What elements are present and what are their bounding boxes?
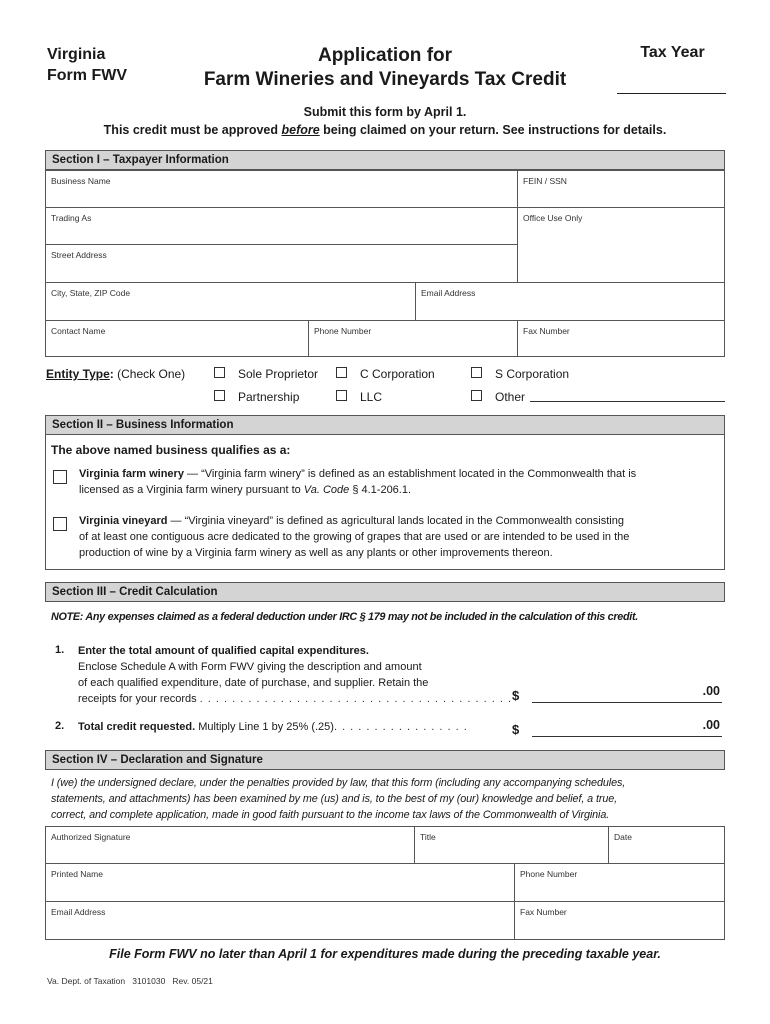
c-corporation-checkbox[interactable] [336, 367, 347, 378]
farm-winery-checkbox[interactable] [53, 470, 67, 484]
submission-instructions [0, 103, 770, 139]
line2-description [78, 719, 468, 735]
vineyard-line1 [79, 513, 719, 529]
declaration-line1: I (we) the undersigned declare, under the penalties provided by law, that this form (including any accompanying schedules, [51, 777, 626, 789]
line1-amount-input[interactable] [532, 684, 722, 703]
signer-fax-field[interactable] [514, 901, 725, 940]
signature-date-label: Date [614, 832, 632, 842]
form-title-line1: Application for [317, 45, 453, 66]
entity-type-colon: : [109, 367, 114, 381]
street-address-label: Street Address [51, 250, 107, 260]
vineyard-term: Virginia vineyard [79, 515, 168, 527]
farm-winery-text3: § 4.1-206.1. [349, 484, 412, 496]
line2-cents: .00 [702, 718, 720, 732]
business-name-label: Business Name [51, 176, 111, 186]
approval-note [0, 121, 770, 139]
form-title [170, 44, 600, 92]
email-address-field[interactable] [415, 282, 725, 321]
city-state-zip-label: City, State, ZIP Code [51, 288, 131, 298]
entity-type-label [46, 367, 185, 381]
declaration-line3: correct, and complete application, made in good faith pursuant to the income tax laws of the Commonwealth of Virginia. [51, 809, 610, 821]
partnership-checkbox[interactable] [214, 390, 225, 401]
email-address-label: Email Address [421, 288, 476, 298]
s-corporation-label: S Corporation [495, 367, 570, 381]
farm-winery-text1: — “Virginia farm winery” is defined as an establishment located in the Commonwealth that is [183, 468, 637, 480]
va-code-ref: Va. Code [303, 484, 350, 496]
c-corporation-label: C Corporation [360, 367, 435, 381]
signer-phone-field[interactable] [514, 863, 725, 902]
form-title-line2: Farm Wineries and Vineyards Tax Credit [203, 69, 567, 90]
revision-date: Rev. 05/21 [172, 976, 213, 986]
line2-number: 2. [55, 720, 65, 732]
farm-winery-term: Virginia farm winery [79, 468, 184, 480]
printed-name-label: Printed Name [51, 869, 103, 879]
city-state-zip-field[interactable] [45, 282, 416, 321]
line2-title: Total credit requested. [78, 721, 196, 733]
street-address-field[interactable] [45, 244, 518, 283]
line2-currency: $ [512, 722, 520, 737]
line1-text3-row [78, 691, 512, 707]
line1-text1: Enclose Schedule A with Form FWV giving the description and amount [78, 661, 422, 673]
sole-proprietor-checkbox[interactable] [214, 367, 225, 378]
signer-email-field[interactable] [45, 901, 515, 940]
signer-title-field[interactable] [414, 826, 609, 864]
form-state: Virginia [47, 46, 106, 63]
trading-as-label: Trading As [51, 213, 92, 223]
signer-phone-label: Phone Number [520, 869, 578, 879]
form-code: Form FWV [47, 67, 127, 84]
other-entity-input[interactable] [530, 401, 725, 402]
line1-text3: receipts for your records [78, 693, 197, 705]
tax-year-label: Tax Year [640, 44, 705, 61]
approval-note-emphasis: before [281, 123, 320, 137]
fein-ssn-label: FEIN / SSN [523, 176, 567, 186]
farm-winery-line2 [79, 482, 719, 498]
vineyard-checkbox[interactable] [53, 517, 67, 531]
signature-date-field[interactable] [608, 826, 725, 864]
office-use-box [517, 207, 725, 283]
printed-name-field[interactable] [45, 863, 515, 902]
farm-winery-definition [79, 466, 719, 498]
form-identifier [47, 44, 127, 86]
other-label: Other [495, 390, 526, 404]
entity-type-hint: (Check One) [117, 367, 186, 381]
s-corporation-checkbox[interactable] [471, 367, 482, 378]
section3-header: Section III – Credit Calculation [45, 582, 725, 602]
approval-note-pre: This credit must be approved [103, 123, 282, 137]
approval-note-post: being claimed on your return. See instructions for details. [319, 123, 667, 137]
tax-year-field[interactable] [617, 93, 726, 94]
form-number: 3101030 [132, 976, 166, 986]
llc-checkbox[interactable] [336, 390, 347, 401]
other-checkbox[interactable] [471, 390, 482, 401]
business-name-field[interactable] [45, 170, 518, 208]
contact-name-label: Contact Name [51, 326, 106, 336]
llc-label: LLC [360, 390, 383, 404]
phone-number-label: Phone Number [314, 326, 372, 336]
line1-leader-dots: . . . . . . . . . . . . . . . . . . . . . . . . . . . . . . . . . . . . . . . [199, 693, 512, 705]
line1-currency: $ [512, 688, 520, 703]
section1-header: Section I – Taxpayer Information [45, 150, 725, 170]
farm-winery-text2: licensed as a Virginia farm winery pursuant to [79, 484, 304, 496]
fax-number-field[interactable] [517, 320, 725, 357]
vineyard-definition [79, 513, 719, 561]
line2-leader-dots: . . . . . . . . . . . . . . . . . [333, 721, 468, 733]
fein-ssn-field[interactable] [517, 170, 725, 208]
vineyard-line2: of at least one contiguous acre dedicated to the growing of grapes that are used or are intended to be used in the [79, 531, 630, 543]
filing-deadline: File Form FWV no later than April 1 for expenditures made during the preceding taxable year. [109, 947, 661, 961]
line2-text: Multiply Line 1 by 25% (.25) [195, 721, 334, 733]
sole-proprietor-label: Sole Proprietor [238, 367, 319, 381]
trading-as-field[interactable] [45, 207, 518, 245]
irc-note: NOTE: Any expenses claimed as a federal deduction under IRC § 179 may not be included in the calculation of this credit. [51, 611, 638, 623]
section4-header: Section IV – Declaration and Signature [45, 750, 725, 770]
farm-winery-line1 [79, 466, 719, 482]
vineyard-text1: — “Virginia vineyard” is defined as agricultural lands located in the Commonwealth consisting [167, 515, 624, 527]
authorized-signature-label: Authorized Signature [51, 832, 131, 842]
signer-fax-label: Fax Number [520, 907, 567, 917]
form-footer [47, 976, 213, 986]
submit-deadline: Submit this form by April 1. [303, 105, 467, 119]
phone-number-field[interactable] [308, 320, 518, 357]
line1-text2: of each qualified expenditure, date of purchase, and supplier. Retain the [78, 677, 429, 689]
section2-header: Section II – Business Information [45, 415, 725, 435]
office-use-label: Office Use Only [523, 213, 583, 223]
line1-cents: .00 [702, 684, 720, 698]
qualifies-intro: The above named business qualifies as a: [51, 443, 291, 457]
line1-description [78, 643, 512, 707]
department-name: Va. Dept. of Taxation [47, 976, 126, 986]
entity-type-title: Entity Type [46, 367, 110, 381]
contact-name-field[interactable] [45, 320, 309, 357]
declaration-line2: statements, and attachments) has been examined by me (us) and is, to the best of my (our) knowledge and belief, a true, [51, 793, 618, 805]
line2-amount-input[interactable] [532, 718, 722, 737]
signer-title-label: Title [420, 832, 436, 842]
authorized-signature-field[interactable] [45, 826, 415, 864]
partnership-label: Partnership [238, 390, 300, 404]
line1-number: 1. [55, 644, 65, 656]
signer-email-label: Email Address [51, 907, 106, 917]
line1-title: Enter the total amount of qualified capital expenditures. [78, 645, 369, 657]
vineyard-line3: production of wine by a Virginia farm winery as well as any plants or other improvements thereon. [79, 547, 553, 559]
declaration-text [51, 775, 731, 823]
fax-number-label: Fax Number [523, 326, 570, 336]
